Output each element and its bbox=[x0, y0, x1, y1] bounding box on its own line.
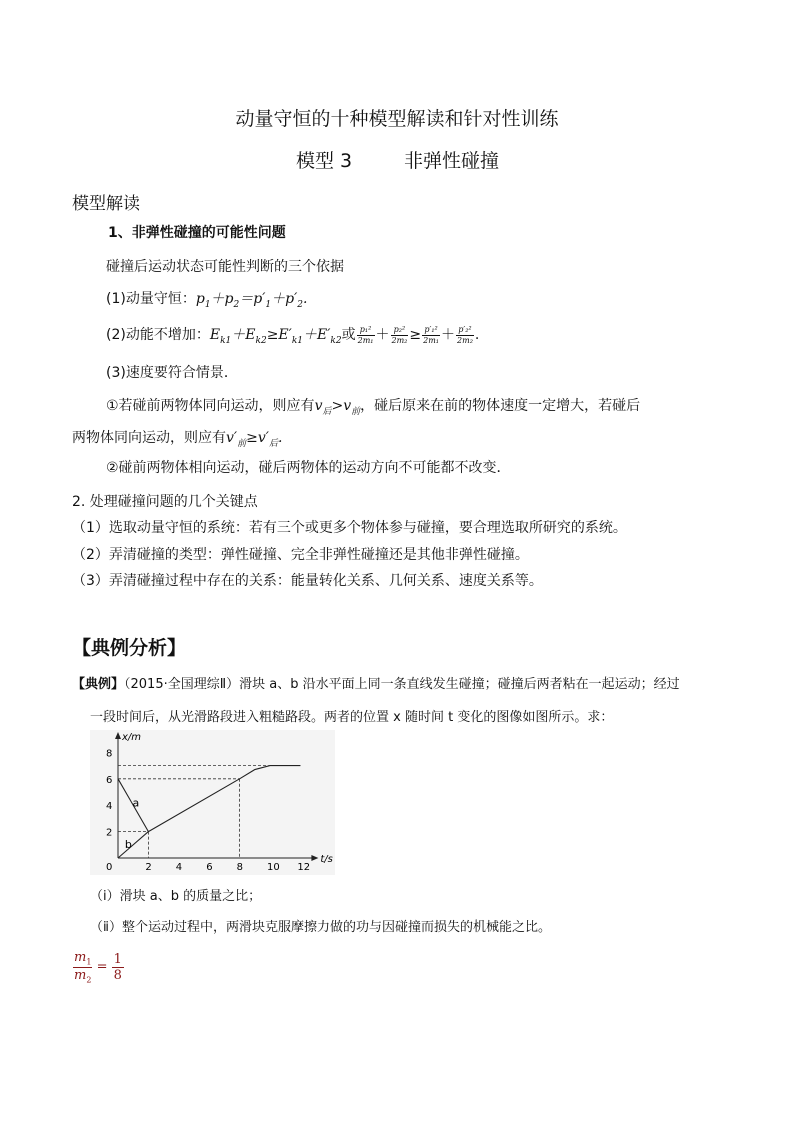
case1-line2 bbox=[72, 427, 282, 449]
case1-line1 bbox=[106, 395, 640, 417]
x-tick-label: 12 bbox=[297, 862, 311, 873]
item1-heading: 1、非弹性碰撞的可能性问题 bbox=[108, 225, 286, 241]
y-tick-label: 4 bbox=[106, 801, 113, 813]
example-line1 bbox=[72, 673, 680, 692]
example-source: （2015·全国理综Ⅱ） bbox=[124, 677, 240, 692]
y-tick-label: 2 bbox=[106, 827, 113, 839]
case1-velocity-inequality: $v_后>v_前$ bbox=[314, 398, 361, 417]
rule2-formula: $E_{k1}+E_{k2}\ge E'_{k1}+E'_{k2}$ bbox=[209, 327, 342, 346]
frac-p2-sq: $\frac{\text{p₂²}}{\text{2m₂}}$ bbox=[391, 324, 408, 345]
section-heading-example: 【典例分析】 bbox=[72, 637, 187, 659]
y-tick-label: 8 bbox=[106, 748, 113, 760]
answer-denominator: 8 bbox=[113, 967, 122, 983]
rule1 bbox=[106, 288, 307, 310]
example-line2: 一段时间后，从光滑路段进入粗糙路段。两者的位置 x 随时间 t 变化的图像如图所示。求： bbox=[90, 710, 614, 725]
rule1-label: (1)动量守恒： bbox=[106, 291, 196, 307]
case1-part-a: ①若碰前两物体同向运动，则应有 bbox=[106, 398, 315, 414]
y-tick-label: 6 bbox=[106, 774, 113, 786]
document-title: 动量守恒的十种模型解读和针对性训练 bbox=[235, 108, 559, 130]
model-label: 模型 3 bbox=[296, 150, 353, 172]
x-tick-label: 10 bbox=[267, 862, 280, 873]
x-tick-label: 4 bbox=[175, 862, 183, 873]
case1-velocity-after: $v'_前\ge v'_后$. bbox=[226, 430, 283, 449]
frac-p2p-sq: $\frac{\text{p′₂²}}{\text{2m₂}}$ bbox=[457, 324, 473, 345]
key-point-3: （3）弄清碰撞过程中存在的关系：能量转化关系、几何关系、速度关系等。 bbox=[72, 573, 543, 589]
answer-equals: = bbox=[96, 959, 108, 975]
case1-part-c: 两物体同向运动，则应有 bbox=[72, 430, 226, 446]
series-label-b: b bbox=[124, 838, 132, 852]
answer-numerator: 1 bbox=[113, 951, 122, 967]
frac-p1p-sq: $\frac{\text{p′₁²}}{\text{2m₁}}$ bbox=[423, 324, 440, 345]
x-tick-label: 6 bbox=[206, 862, 213, 873]
position-time-graph bbox=[90, 730, 335, 875]
item2-heading: 2. 处理碰撞问题的几个关键点 bbox=[72, 494, 258, 510]
item1-intro: 碰撞后运动状态可能性判断的三个依据 bbox=[106, 259, 344, 275]
rule2-label: (2)动能不增加： bbox=[106, 327, 210, 343]
x-axis-label: t/s bbox=[320, 854, 333, 865]
answer-m1: m bbox=[74, 950, 87, 965]
key-point-1: （1）选取动量守恒的系统：若有三个或更多个物体参与碰撞，要合理选取所研究的系统。 bbox=[72, 520, 627, 536]
question-1: （ⅰ）滑块 a、b 的质量之比； bbox=[90, 889, 262, 904]
example-tag: 【典例】 bbox=[72, 677, 125, 692]
answer-m2: m bbox=[74, 967, 87, 983]
y-axis-label: x/m bbox=[122, 732, 142, 743]
model-name: 非弹性碰撞 bbox=[404, 150, 500, 172]
case1-part-b: ，碰后原来在前的物体速度一定增大，若碰后 bbox=[360, 398, 641, 414]
rule1-formula: $p_1+p_2=p'_1+p'_2$. bbox=[195, 291, 308, 310]
x-tick-label: 2 bbox=[145, 862, 152, 873]
example-text-1: 滑块 a、b 沿水平面上同一条直线发生碰撞；碰撞后两者粘在一起运动；经过 bbox=[239, 677, 680, 692]
key-point-2: （2）弄清碰撞的类型：弹性碰撞、完全非弹性碰撞还是其他非弹性碰撞。 bbox=[72, 547, 529, 563]
rule2: (2)动能不增加：$E_{k1}+E_{k2}\ge E'_{k1}+E'_{k2}$或 $\frac{\text{p₁²}}{\text{2m₁}}$ ＋ $\frac{\text{p₂²}}{\text{2m₂}}$ ≥ $\frac{\text{p′₁²}}{\text{2m₁}}$ ＋ $\frac{\text{p′₂²}}{\text{2m₂}}$ . bbox=[106, 324, 480, 346]
x-tick-label: 0 bbox=[106, 862, 113, 873]
section-heading-jiedu: 模型解读 bbox=[72, 194, 140, 214]
case2: ②碰前两物体相向运动，碰后两物体的运动方向不可能都不改变． bbox=[106, 460, 511, 476]
question-2: （ⅱ）整个运动过程中，两滑块克服摩擦力做的功与因碰撞而损失的机械能之比。 bbox=[90, 920, 551, 935]
series-label-a: a bbox=[132, 796, 140, 810]
answer-mass-ratio: $\frac{m_1}{m_2}$ = $\frac{1}{8}$ bbox=[74, 950, 122, 985]
frac-p1-sq: $\frac{\text{p₁²}}{\text{2m₁}}$ bbox=[357, 324, 374, 345]
rule3: (3)速度要符合情景． bbox=[106, 365, 238, 381]
x-tick-label: 8 bbox=[236, 862, 243, 873]
rule2-or: 或 bbox=[341, 327, 356, 343]
